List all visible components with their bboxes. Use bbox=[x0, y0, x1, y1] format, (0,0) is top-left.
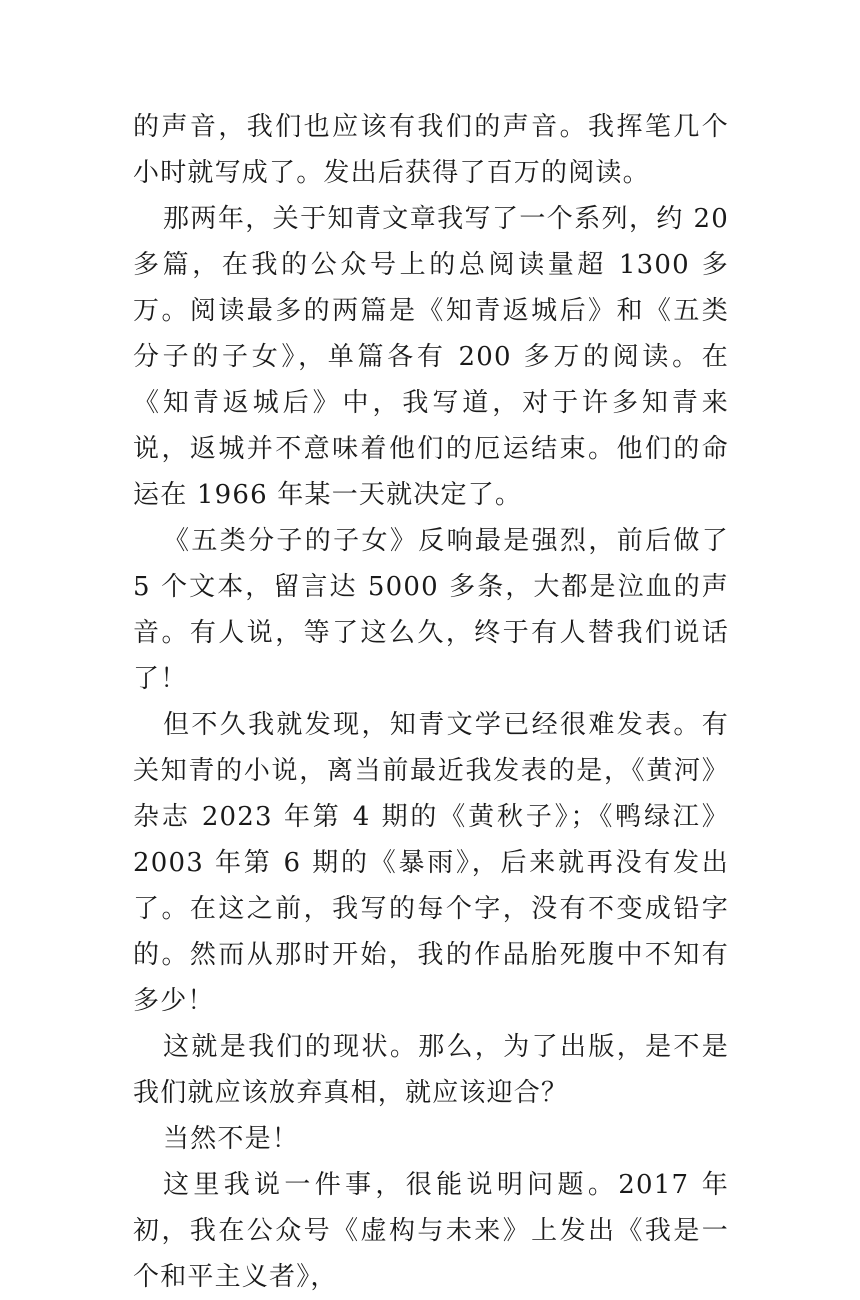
paragraph-one-story: 这里我说一件事，很能说明问题。2017 年初，我在公众号《虚构与未来》上发出《我是一个和平主义者》， bbox=[133, 1170, 729, 1292]
paragraph-current-situation: 这就是我们的现状。那么，为了出版，是不是我们就应该放弃真相，就应该迎合？ bbox=[133, 1032, 729, 1108]
paragraph-continuation: 的声音，我们也应该有我们的声音。我挥笔几个小时就写成了。发出后获得了百万的阅读。 bbox=[133, 112, 729, 188]
paragraph-five-categories: 《五类分子的子女》反响最是强烈，前后做了 5 个文本，留言达 5000 多条，大都是泣血的声音。有人说，等了这么久，终于有人替我们说话了！ bbox=[133, 526, 729, 694]
paragraph-zhiqing-series: 那两年，关于知青文章我写了一个系列，约 20 多篇，在我的公众号上的总阅读量超 1300 多万。阅读最多的两篇是《知青返城后》和《五类分子的子女》，单篇各有 200 多万的阅读。在《知青返城后》中，我写道，对于许多知青来说，返城并不意味着他们的厄运结束。他们的命运在 1966 年某一天就决定了。 bbox=[133, 204, 729, 510]
document-body bbox=[133, 104, 729, 1300]
paragraph-publishing-difficulty: 但不久我就发现，知青文学已经很难发表。有关知青的小说，离当前最近我发表的是，《黄河》杂志 2023 年第 4 期的《黄秋子》；《鸭绿江》2003 年第 6 期的《暴雨》，后来就再没有发出了。在这之前，我写的每个字，没有不变成铅字的。然而从那时开始，我的作品胎死腹中不知有多少！ bbox=[133, 710, 729, 1016]
paragraph-of-course-not: 当然不是！ bbox=[163, 1124, 300, 1154]
